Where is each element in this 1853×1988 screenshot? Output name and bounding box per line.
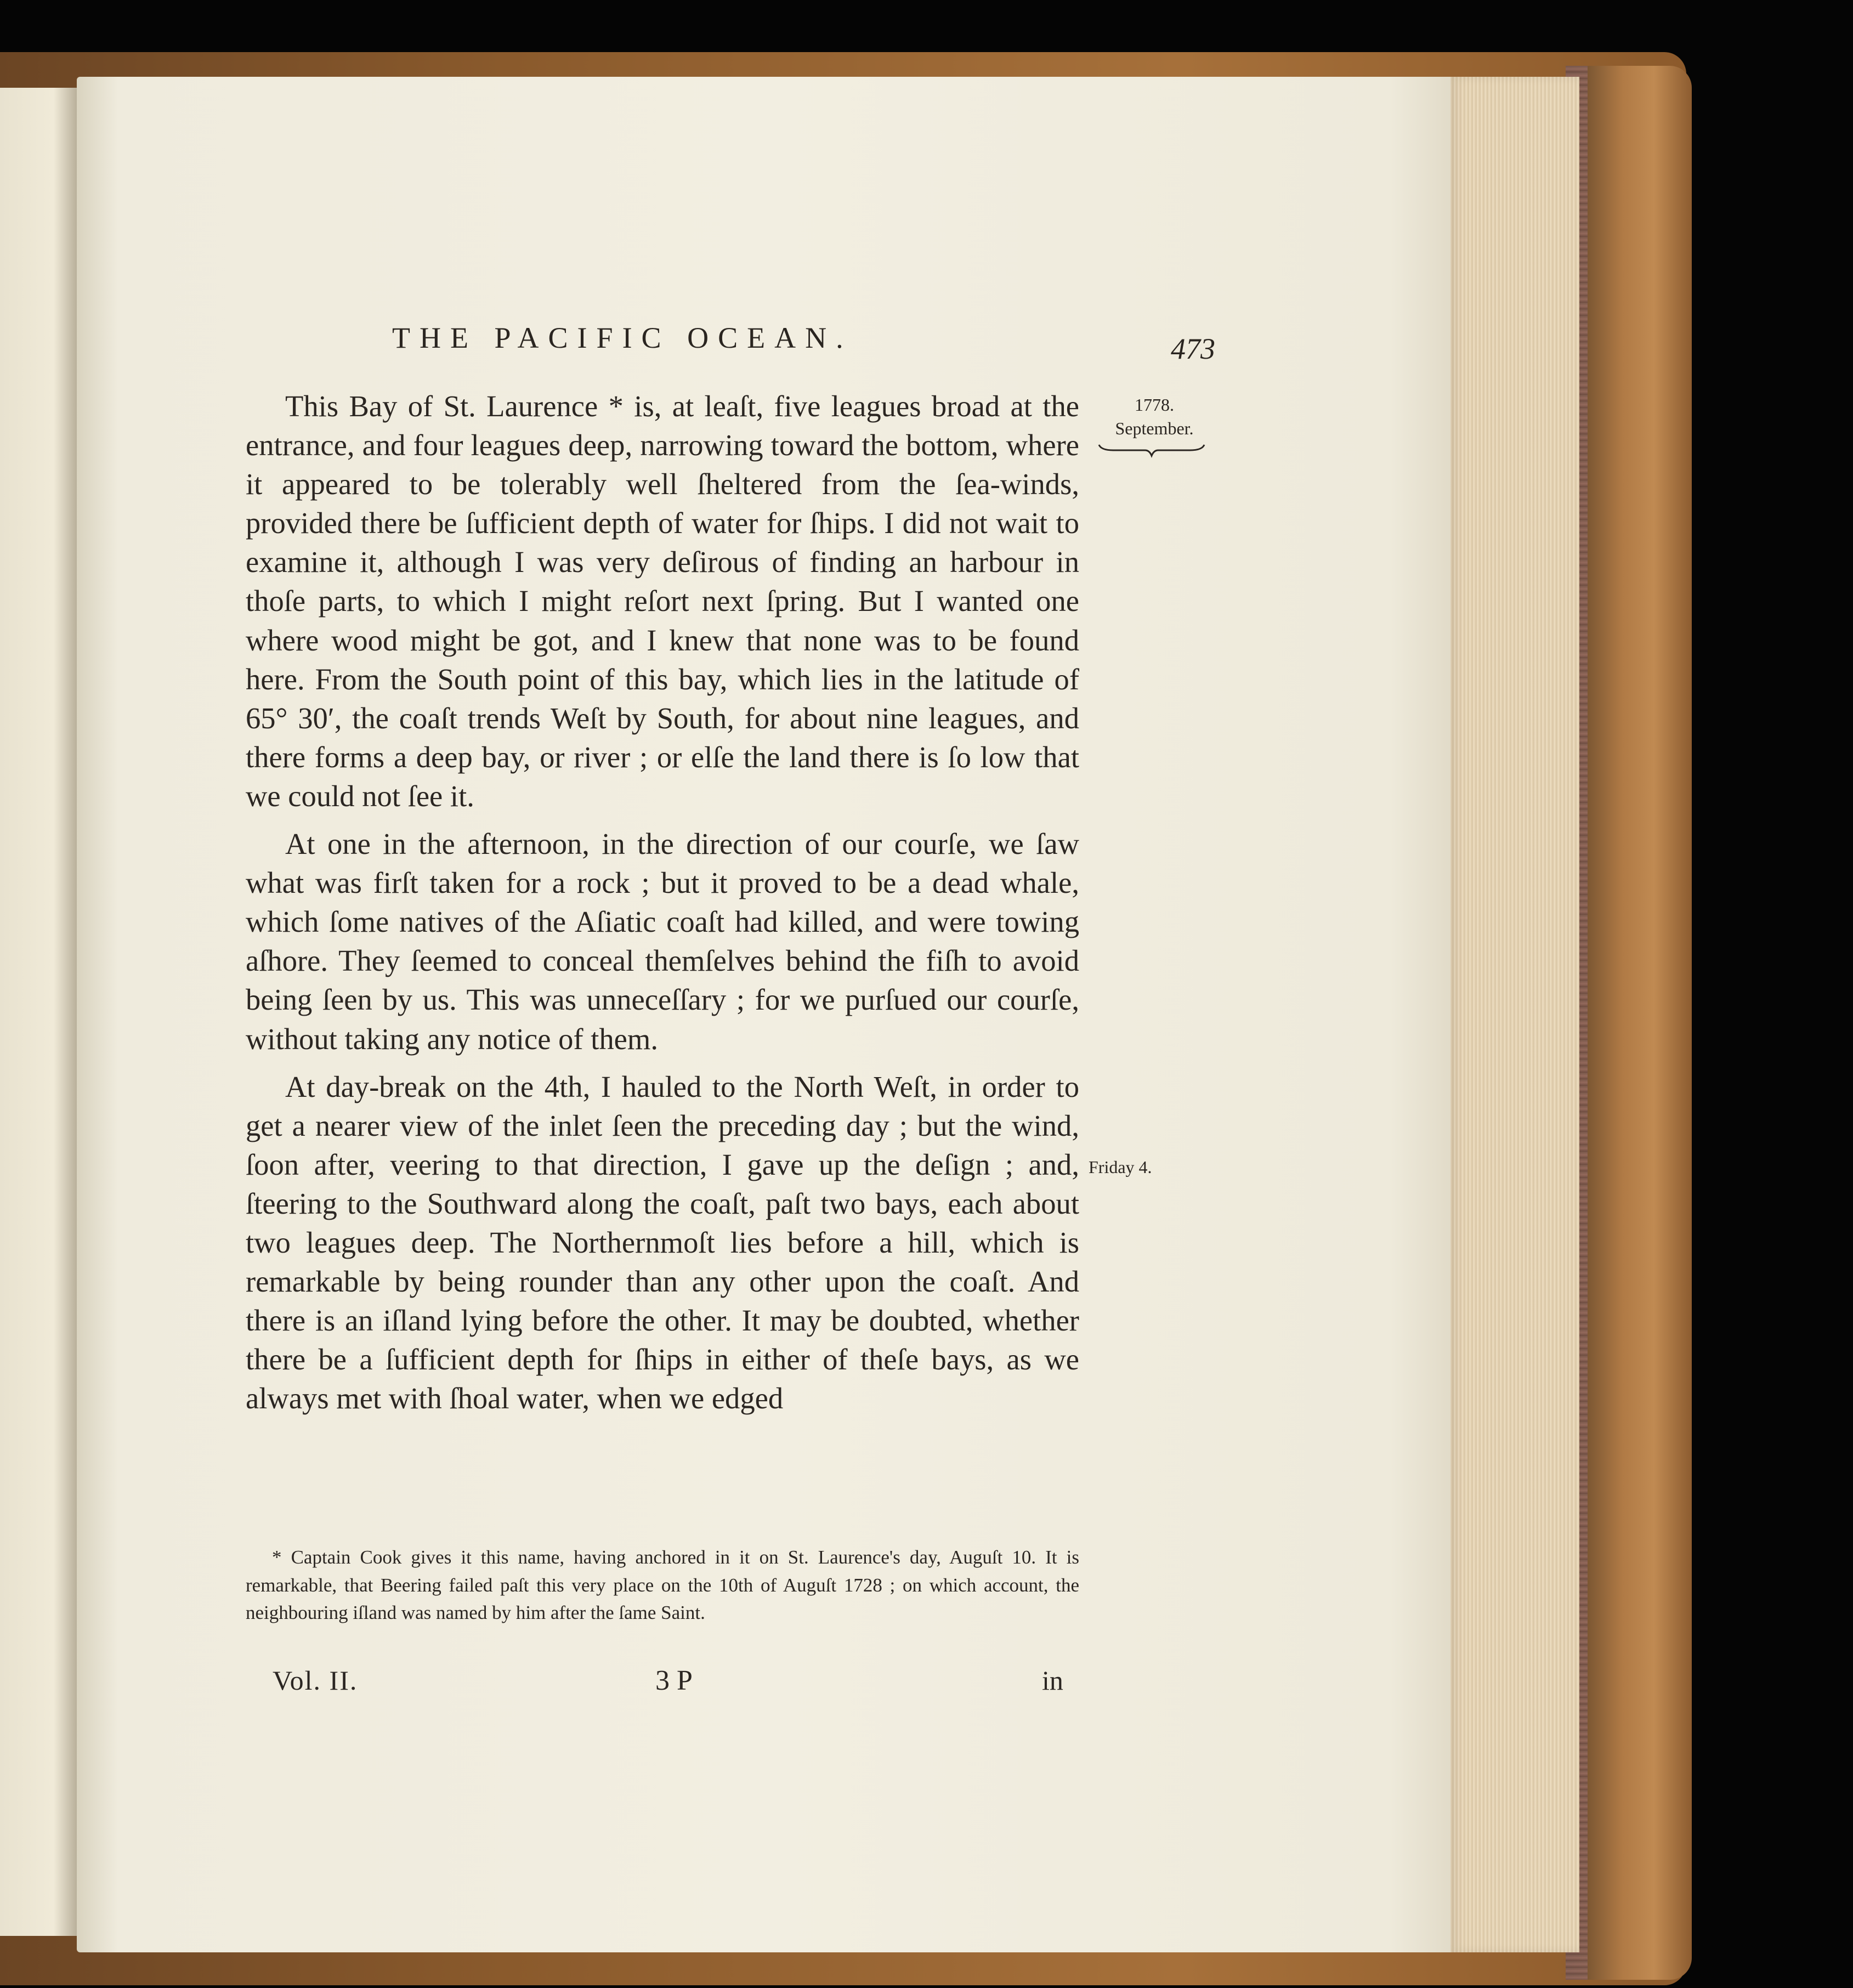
- page-block-edges: [1450, 77, 1579, 1952]
- footnote: [246, 1544, 1079, 1627]
- volume-label: Vol. II.: [273, 1665, 358, 1696]
- margin-note-month: September.: [1115, 418, 1194, 438]
- paragraph: This Bay of St. Laurence * is, at leaſt, five leagues broad at the entrance, and four leagues deep, narrowing toward the bottom, where it appeared to be tolerably well ſheltered from the ſea-winds, provided there be ſufficient depth of water for ſhips. I did not wait to examine it, although I was very deſirous of finding an harbour in thoſe parts, to which I might reſort next ſpring. But I wanted one where wood might be got, and I knew that none was to be found here. From the South point of this bay, which lies in the latitude of 65° 30′, the coaſt trends Weſt by South, for about nine leagues, and there forms a deep bay, or river ; or elſe the land there is ſo low that we could not ſee it.: [246, 389, 1079, 813]
- margin-brace-icon: [1097, 441, 1206, 458]
- catchword: in: [1042, 1665, 1063, 1696]
- margin-note-year: 1778.: [1135, 395, 1174, 415]
- running-head: THE PACIFIC OCEAN.: [392, 321, 853, 354]
- back-cover: [1566, 66, 1692, 1980]
- page-number: 473: [1171, 332, 1215, 365]
- paragraph: At day-break on the 4th, I hauled to the North Weſt, in order to get a nearer view of the inlet ſeen the preceding day ; but the wind, ſoon after, veering to that direction, I gave up the deſign ; and, ſteering to the Southward along the coaſt, paſt two bays, each about two leagues deep. The Northernmoſt lies before a hill, which is remarkable by being rounder than any other upon the coaſt. And there is an iſland lying before the other. It may be doubted, whether there be a ſufficient depth for ſhips in either of theſe bays, as we always met with ſhoal water, when we edged: [246, 1069, 1079, 1415]
- paragraph: At one in the afternoon, in the direction of our courſe, we ſaw what was firſt taken for a rock ; but it proved to be a dead whale, which ſome natives of the Aſiatic coaſt had killed, and were towing aſhore. They ſeemed to conceal themſelves behind the fiſh to avoid being ſeen by us. This was unneceſſary ; for we purſued our courſe, without taking any notice of them.: [246, 827, 1079, 1056]
- margin-note-day: Friday 4.: [1089, 1157, 1152, 1177]
- body-text: [246, 387, 1079, 1418]
- facing-page-edge: [0, 88, 77, 1936]
- footnote-text: * Captain Cook gives it this name, having anchored in it on St. Laurence's day, Auguſt 10. It is remarkable, that Beering failed paſt this very place on the 10th of Auguſt 1728 ; on which account, the neighbouring iſland was named by him after the ſame Saint.: [246, 1547, 1079, 1623]
- signature-mark: 3 P: [655, 1665, 693, 1696]
